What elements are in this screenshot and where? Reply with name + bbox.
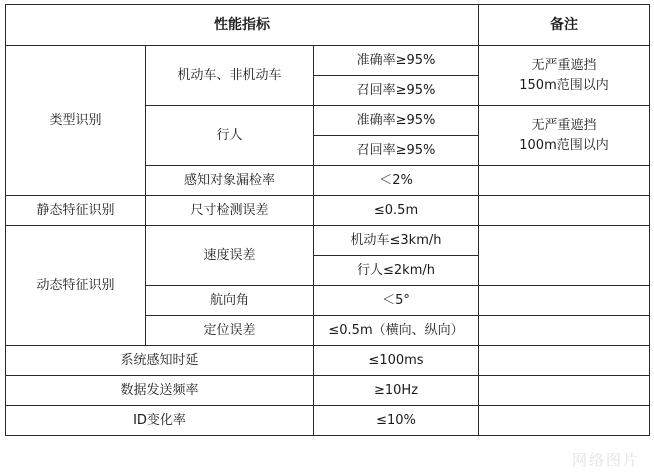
remark-empty-latency [479,346,650,376]
item-heading-angle: 航向角 [146,286,314,316]
remark-empty-speed [479,226,650,286]
value-system-latency: ≤100ms [314,346,479,376]
table-row [6,226,650,256]
watermark-text: 网络图片 [571,451,640,469]
category-dynamic-feature: 动态特征识别 [6,226,146,346]
remark-vehicle-line2: 150m范围以内 [519,77,609,93]
remark-empty-position [479,316,650,346]
remark-empty-heading [479,286,650,316]
category-static-feature: 静态特征识别 [6,196,146,226]
value-position-error: ≤0.5m（横向、纵向） [314,316,479,346]
item-speed-error: 速度误差 [146,226,314,286]
value-speed-pedestrian: 行人≤2km/h [314,256,479,286]
remark-vehicle-line1: 无严重遮挡 [531,58,597,73]
table-row [6,46,650,76]
item-system-latency: 系统感知时延 [6,346,314,376]
remark-pedestrian-line1: 无严重遮挡 [531,118,597,133]
category-type-recognition: 类型识别 [6,46,146,196]
item-size-error: 尺寸检测误差 [146,196,314,226]
value-miss-rate: ＜2% [314,166,479,196]
value-pedestrian-precision: 准确率≥95% [314,106,479,136]
header-remarks: 备注 [479,5,650,46]
remark-pedestrian-line2: 100m范围以内 [519,137,609,153]
remark-vehicle [479,46,650,106]
table-row [6,346,650,376]
remark-empty-frequency [479,376,650,406]
header-metrics: 性能指标 [6,5,479,46]
item-position-error: 定位误差 [146,316,314,346]
remark-empty-miss-rate [479,166,650,196]
item-pedestrian: 行人 [146,106,314,166]
value-pedestrian-recall: 召回率≥95% [314,136,479,166]
item-miss-rate: 感知对象漏检率 [146,166,314,196]
remark-empty-size-error [479,196,650,226]
item-vehicle-nonvehicle: 机动车、非机动车 [146,46,314,106]
table-row [6,376,650,406]
table-row [6,196,650,226]
value-id-switch-rate: ≤10% [314,406,479,436]
performance-spec-table [5,4,650,436]
value-heading-angle: ＜5° [314,286,479,316]
value-vehicle-recall: 召回率≥95% [314,76,479,106]
table-row [6,406,650,436]
value-data-frequency: ≥10Hz [314,376,479,406]
remark-pedestrian [479,106,650,166]
value-vehicle-precision: 准确率≥95% [314,46,479,76]
remark-empty-id-switch [479,406,650,436]
item-id-switch-rate: ID变化率 [6,406,314,436]
table-header-row [6,5,650,46]
item-data-frequency: 数据发送频率 [6,376,314,406]
value-size-error: ≤0.5m [314,196,479,226]
value-speed-vehicle: 机动车≤3km/h [314,226,479,256]
